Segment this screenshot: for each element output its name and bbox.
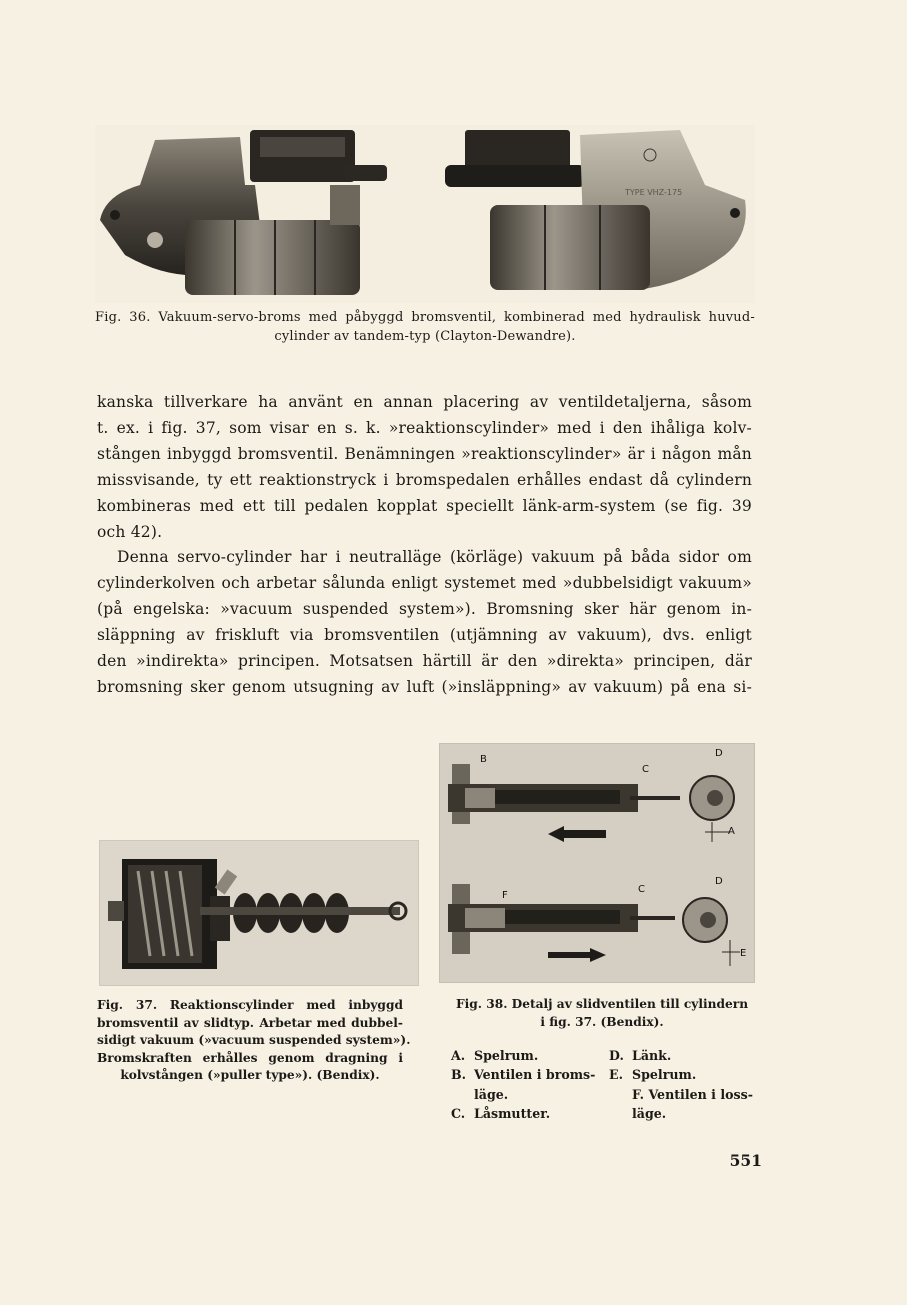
legend-text: Ventilen i broms-: [474, 1067, 596, 1083]
body-line: och 42).: [97, 522, 163, 541]
figure-36-caption-line-2: cylinder av tandem-typ (Clayton-Dewandre).: [274, 329, 576, 344]
legend-item: [609, 1085, 769, 1104]
body-line: kombineras med ett till pedalen kopplat speciellt länk-arm-system (se fig. 39: [97, 496, 752, 515]
diagram-label-d-lower: D: [715, 876, 723, 887]
legend-item: [451, 1085, 601, 1104]
figure-38-caption: [449, 996, 755, 1031]
body-line: Denna servo-cylinder har i neutralläge (körläge) vakuum på båda sidor om: [117, 548, 752, 567]
legend-item: [451, 1104, 601, 1123]
caption-line: bromsventil av slidtyp. Arbetar med dubbel-: [97, 1015, 403, 1030]
caption-line: Bromskraften erhålles genom dragning i: [97, 1050, 403, 1065]
legend-item: [609, 1046, 769, 1065]
legend-item: [451, 1065, 601, 1084]
legend-text: F. Ventilen i loss-: [632, 1086, 753, 1102]
legend-key: D.: [609, 1048, 624, 1063]
slide-valve-diagram: [440, 744, 754, 982]
body-line: stången inbyggd bromsventil. Benämningen »reaktionscylinder» är i någon mån: [97, 444, 752, 463]
body-line: släppning av friskluft via bromsventilen (utjämning av vakuum), dvs. enligt: [97, 626, 752, 645]
page-number: 551: [729, 1151, 762, 1170]
legend-item: [609, 1065, 769, 1084]
body-line: kanska tillverkare ha använt en annan placering av ventildetaljerna, såsom: [97, 393, 752, 411]
left-servo-unit: [100, 130, 387, 295]
legend-text: Länk.: [632, 1048, 672, 1063]
diagram-label-c: C: [642, 764, 649, 775]
body-text: [97, 390, 752, 701]
body-line: missvisande, ty ett reaktionstryck i bromspedalen erhålles endast då cylindern: [97, 470, 752, 489]
figure-36-caption: [95, 308, 755, 346]
caption-line: kolvstången (»puller type»). (Bendix).: [120, 1068, 380, 1083]
legend-text: läge.: [474, 1086, 509, 1102]
diagram-label-e: E: [740, 948, 747, 959]
type-plate-text: TYPE VHZ-175: [625, 188, 683, 197]
caption-line: sidigt vakuum (»vacuum suspended system»).: [97, 1033, 411, 1048]
figure-38-legend-left: [451, 1046, 601, 1123]
reaction-cylinder-photo: [100, 841, 418, 985]
body-line: cylinderkolven och arbetar sålunda enligt systemet med »dubbelsidigt vakuum»: [97, 574, 752, 593]
caption-line: Fig. 38. Detalj av slidventilen till cylindern: [455, 997, 749, 1011]
diagram-label-a: A: [728, 826, 735, 837]
legend-key: E.: [609, 1067, 623, 1083]
caption-line: Fig. 37. Reaktionscylinder med inbyggd: [97, 998, 403, 1012]
diagram-label-c-lower: C: [638, 884, 645, 895]
caption-line: i fig. 37. (Bendix).: [540, 1014, 664, 1029]
legend-key: [609, 1085, 632, 1104]
legend-text: läge.: [632, 1105, 667, 1121]
legend-text: Låsmutter.: [474, 1105, 551, 1121]
figure-38-legend-right: [609, 1046, 769, 1123]
body-line: (på engelska: »vacuum suspended system»). Bromsning sker här genom in-: [97, 600, 752, 619]
figure-37-photo: [99, 840, 419, 986]
figure-38-diagram: [439, 743, 755, 983]
legend-item: [451, 1046, 601, 1065]
legend-key: C.: [451, 1105, 466, 1121]
diagram-label-b: B: [480, 754, 487, 765]
right-servo-unit: [445, 130, 746, 290]
legend-key: B.: [451, 1067, 467, 1083]
legend-key: [451, 1085, 474, 1104]
figure-37-caption: [97, 997, 411, 1085]
body-line: t. ex. i fig. 37, som visar en s. k. »reaktionscylinder» med i den ihåliga kolv-: [97, 418, 752, 437]
legend-key: A.: [451, 1048, 466, 1063]
diagram-label-d: D: [715, 748, 723, 759]
legend-key: [609, 1104, 632, 1123]
legend-text: Spelrum.: [632, 1067, 697, 1083]
body-line: bromsning sker genom utsugning av luft (»insläppning» av vakuum) på ena si-: [97, 677, 752, 696]
diagram-label-f: F: [502, 890, 508, 901]
legend-text: Spelrum.: [474, 1048, 539, 1063]
figure-36-photo: [95, 125, 755, 303]
servo-brake-photos: [95, 125, 755, 303]
figure-36-caption-line-1: Fig. 36. Vakuum-servo-broms med påbyggd bromsventil, kombinerad med hydraulisk huvud-: [95, 310, 755, 325]
legend-item: [609, 1104, 769, 1123]
body-line: den »indirekta» principen. Motsatsen härtill är den »direkta» principen, där: [97, 652, 752, 671]
